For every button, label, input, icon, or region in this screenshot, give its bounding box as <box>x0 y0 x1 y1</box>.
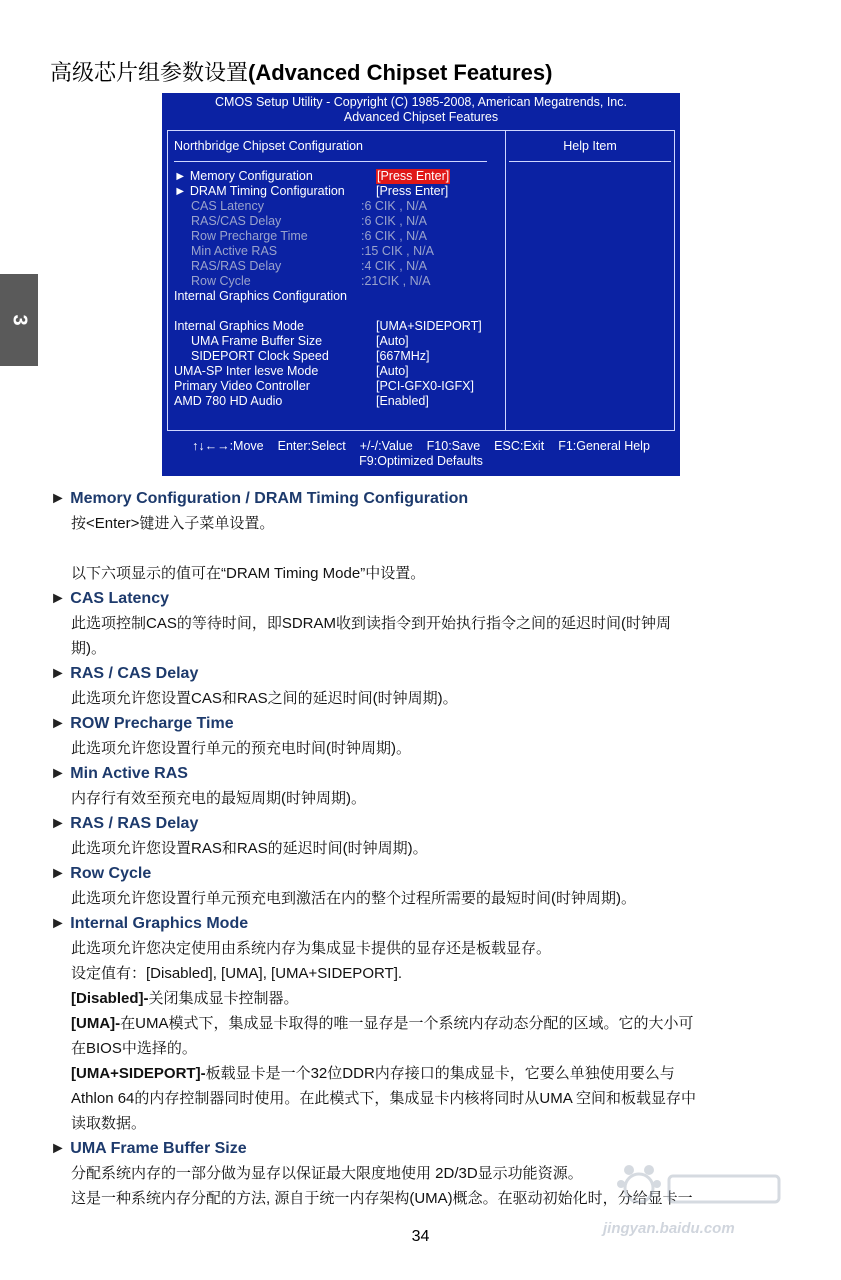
bios-help-rule <box>509 161 671 162</box>
paragraph: 分配系统内存的一部分做为显存以保证最大限度地使用 2D/3D显示功能资源。 <box>71 1165 583 1182</box>
bios-row-value[interactable]: [Auto] <box>376 364 409 378</box>
section-heading: ► Internal Graphics Mode <box>50 915 249 932</box>
page-title-cn: 高级芯片组参数设置 <box>50 60 249 85</box>
bios-key-help: F1:General Help <box>558 439 650 453</box>
triangle-bullet-icon: ► <box>50 765 66 782</box>
section-heading: ► RAS / CAS Delay <box>50 665 199 682</box>
bios-row-label: RAS/RAS Delay <box>191 259 282 273</box>
section-heading: ► RAS / RAS Delay <box>50 815 199 832</box>
bios-row-value: :4 CIK , N/A <box>361 259 427 273</box>
bios-header-menu: Advanced Chipset Features <box>343 110 499 124</box>
bios-screenshot <box>162 93 680 476</box>
bios-row-value: :21CIK , N/A <box>361 274 431 288</box>
chapter-number: 3 <box>8 314 31 326</box>
option-key: [UMA+SIDEPORT]- <box>71 1065 206 1082</box>
bios-divider <box>505 131 506 430</box>
bios-row-label: RAS/CAS Delay <box>191 214 282 228</box>
bios-header-copyright: CMOS Setup Utility - Copyright (C) 1985-2008, American Megatrends, Inc. <box>215 95 627 109</box>
bios-row-label: Internal Graphics Mode <box>174 319 304 333</box>
bios-help-title: Help Item <box>563 139 617 153</box>
bios-key-value: +/-/:Value <box>359 439 413 453</box>
bios-key-move: ↑↓←→:Move <box>192 439 264 453</box>
bios-row-label: ► DRAM Timing Configuration <box>174 184 345 198</box>
page-number: 34 <box>411 1228 430 1245</box>
option-key: [UMA]- <box>71 1015 121 1032</box>
bios-frame <box>167 130 675 431</box>
bios-row-value: :6 CIK , N/A <box>361 229 427 243</box>
section-heading: ► Row Cycle <box>50 865 152 882</box>
paragraph: 设定值有：[Disabled], [UMA], [UMA+SIDEPORT]. <box>71 965 403 982</box>
bios-row-label: Row Precharge Time <box>191 229 308 243</box>
bios-header <box>162 93 680 125</box>
baidu-paw-icon <box>599 1158 789 1218</box>
bios-row-label: Row Cycle <box>191 274 251 288</box>
bios-row-value[interactable]: [Press Enter] <box>376 184 449 198</box>
paragraph: Athlon 64的内存控制器同时使用。在此模式下，集成显卡内核将同时从UMA 空间和板载显存中 <box>71 1090 697 1107</box>
bios-row-value[interactable]: [667MHz] <box>376 349 430 363</box>
page-title-en: (Advanced Chipset Features) <box>248 60 553 85</box>
triangle-bullet-icon: ► <box>50 665 66 682</box>
option-key: [Disabled]- <box>71 990 149 1007</box>
bios-rule <box>174 161 487 162</box>
paragraph: 此选项允许您设置RAS和RAS的延迟时间(时钟周期)。 <box>71 840 428 857</box>
section-heading: ► CAS Latency <box>50 590 169 607</box>
paragraph: 按<Enter>键进入子菜单设置。 <box>71 515 275 532</box>
bios-key-select: Enter:Select <box>277 439 346 453</box>
manual-body <box>50 486 795 1211</box>
triangle-bullet-icon: ► <box>50 590 66 607</box>
paragraph: 此选项控制CAS的等待时间，即SDRAM收到读指令到开始执行指令之间的延迟时间(时钟周 <box>71 615 672 632</box>
bios-row-value: :6 CIK , N/A <box>361 199 427 213</box>
paragraph: 期)。 <box>71 640 106 657</box>
bios-key-defaults: F9:Optimized Defaults <box>359 454 483 468</box>
bios-row-label: SIDEPORT Clock Speed <box>191 349 329 363</box>
triangle-bullet-icon: ► <box>50 1140 66 1157</box>
bios-row-label: UMA-SP Inter lesve Mode <box>174 364 319 378</box>
triangle-bullet-icon: ► <box>50 865 66 882</box>
paragraph: [Disabled]-关闭集成显卡控制器。 <box>71 990 299 1007</box>
bios-row-value: :6 CIK , N/A <box>361 214 427 228</box>
bios-row-value[interactable]: [Auto] <box>376 334 409 348</box>
bios-row-label: AMD 780 HD Audio <box>174 394 283 408</box>
paragraph: 此选项允许您设置CAS和RAS之间的延迟时间(时钟周期)。 <box>71 690 458 707</box>
paragraph: 这是一种系统内存分配的方法, 源自于统一内存架构(UMA)概念。在驱动初始化时，分给显卡一 <box>71 1190 693 1207</box>
watermark-text: jingyan.baidu.com <box>603 1220 735 1237</box>
paragraph: [UMA]-在UMA模式下，集成显卡取得的唯一显存是一个系统内存动态分配的区域。它的大小可 <box>71 1015 694 1032</box>
bios-row-value[interactable]: [PCI-GFX0-IGFX] <box>376 379 474 393</box>
paragraph: 此选项允许您设置行单元的预充电时间(时钟周期)。 <box>71 740 411 757</box>
bios-row-label: Min Active RAS <box>191 244 278 258</box>
paragraph: 此选项允许您设置行单元预充电到激活在内的整个过程所需要的最短时间(时钟周期)。 <box>71 890 636 907</box>
section-heading: ► ROW Precharge Time <box>50 715 234 732</box>
triangle-bullet-icon: ► <box>50 915 66 932</box>
bios-row-label: Primary Video Controller <box>174 379 310 393</box>
bios-row-value[interactable]: [Press Enter] <box>377 169 450 183</box>
paragraph: 读取数据。 <box>71 1115 147 1132</box>
bios-row-label: CAS Latency <box>191 199 264 213</box>
paragraph: 内存行有效至预充电的最短周期(时钟周期)。 <box>71 790 366 807</box>
bios-row-label: UMA Frame Buffer Size <box>191 334 323 348</box>
triangle-bullet-icon: ► <box>50 490 66 507</box>
paragraph: 此选项允许您决定使用由系统内存为集成显卡提供的显存还是板载显存。 <box>71 940 552 957</box>
triangle-bullet-icon: ► <box>50 715 66 732</box>
bios-row-label: ► Memory Configuration <box>174 169 313 183</box>
baidu-watermark <box>599 1158 789 1248</box>
paragraph: 以下六项显示的值可在“DRAM Timing Mode”中设置。 <box>71 565 426 582</box>
section-heading: ► Memory Configuration / DRAM Timing Configuration <box>50 490 469 507</box>
bios-section-title: Northbridge Chipset Configuration <box>174 139 363 153</box>
bios-key-exit: ESC:Exit <box>494 439 545 453</box>
section-heading: ► UMA Frame Buffer Size <box>50 1140 247 1157</box>
section-heading: ► Min Active RAS <box>50 765 188 782</box>
bios-row-value: :15 CIK , N/A <box>361 244 434 258</box>
paragraph: 在BIOS中选择的。 <box>71 1040 197 1057</box>
bios-key-save: F10:Save <box>426 439 481 453</box>
bios-row-value[interactable]: [UMA+SIDEPORT] <box>376 319 482 333</box>
bios-row-label: Internal Graphics Configuration <box>174 289 348 303</box>
paragraph: [UMA+SIDEPORT]-板载显卡是一个32位DDR内存接口的集成显卡，它要么单独使用要么与 <box>71 1065 675 1082</box>
page-title <box>50 56 552 87</box>
bios-row-value[interactable]: [Enabled] <box>376 394 429 408</box>
triangle-bullet-icon: ► <box>50 815 66 832</box>
bios-footer <box>162 439 680 469</box>
chapter-tab <box>0 274 38 366</box>
